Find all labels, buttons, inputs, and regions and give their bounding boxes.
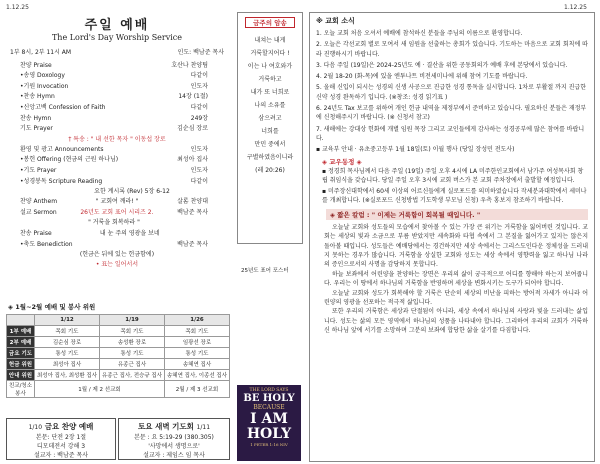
- poster-line-1: BE HOLY: [243, 393, 295, 404]
- column-heading: ◈ 짧은 칼럼 : " 이제는 거룩함이 회복될 때입니다. ": [326, 209, 588, 220]
- order-list-2: [6, 145, 228, 187]
- special-song: † 특송 : " 내 선한 목자 " 이동섭 장로: [68, 135, 166, 143]
- saturday-line-3: 설교자 : 제임스 임 목사: [143, 452, 205, 459]
- order-item-middle: 내 눈 주의 영광을 보네: [99, 229, 160, 237]
- order-row: [20, 124, 208, 135]
- order-item-person: 다같이: [190, 103, 208, 111]
- schedule-cell: 송성환 장로: [100, 337, 165, 348]
- order-item-label: 찬양 Praise: [20, 61, 52, 69]
- verse-line: 이는 나 여호와가: [247, 63, 293, 70]
- schedule-cell: 통성 기도: [165, 348, 230, 359]
- order-item-label: •봉헌 Offering (현금의 근원 하나님): [20, 156, 119, 164]
- poster-line-3: I AM: [250, 411, 288, 427]
- schedule-head-cell: 1/26: [165, 315, 230, 326]
- news-item: 1. 오늘 교회 처음 오셔서 예배에 참석하신 분들을 주님의 이름으로 환영합니다.: [316, 30, 523, 37]
- order-row: [20, 240, 208, 251]
- news-item: 5. 올해 신입이 되시는 성경의 신생 사공으로 진급한 성경 통독을 실시합니다. 1차로 부활절 까지 진급한 신약 성경 완독하기 입니다. (※창조: 성경 읽기표 ): [316, 84, 586, 101]
- order-item-person: 인도자: [190, 82, 208, 90]
- poster-top-text: THE LORD SAYS: [249, 388, 289, 393]
- saturday-prayer-box: [118, 418, 230, 460]
- saturday-title: 토요 새벽 기도회 1/11: [137, 422, 211, 431]
- verse-line: 나의 소유를: [254, 102, 286, 109]
- right-date: 1.12.25: [564, 4, 587, 11]
- news-item: 6. 24년도 Tax 보고를 위하여 개인 헌금 내역을 제정부에서 준비하고 있습니다. 필요하신 분들은 재정부에 신청해주시기 바랍니다. (※ 신청서 참고): [316, 105, 587, 122]
- verse-line: 너희를: [261, 128, 279, 135]
- order-item-label: •신앙고백 Confession of Faith: [20, 103, 106, 111]
- order-list-3: [6, 197, 228, 250]
- order-item-label: •축도 Benediction: [20, 240, 73, 248]
- offering-note: (헌금은 뒤에 있는 헌금함에): [79, 251, 155, 259]
- order-item-label: •찬송 Hymn: [20, 93, 55, 101]
- schedule-cell: 최성아 집사: [35, 359, 100, 370]
- column-paragraph: 오늘날 교회와 성도가 회복해야 할 거룩은 단순히 세상의 비난을 피하는 방어적 자세가 아니라 어린양의 영광을 선포하는 적극적 삶입니다.: [324, 289, 588, 306]
- service-times: 1부 8시, 2부 11시 AM: [10, 49, 72, 56]
- service-info: [6, 48, 228, 59]
- schedule-cell: 통성 기도: [35, 348, 100, 359]
- order-row: [20, 71, 208, 82]
- stand-note: • 표는 일어서서: [95, 261, 139, 269]
- news-heading: ※ 교회 소식: [316, 17, 355, 25]
- schedule-cell: 목회 기도: [100, 326, 165, 337]
- poster-line-2: BECAUSE: [253, 404, 285, 411]
- saturday-line-1: 본문 : 요 5:19-29 (380.305): [134, 434, 214, 441]
- member-news-item: ▪ 미주장신대학에서 60세 이상의 어르신들에게 실로포드를 의미하였습니다 작세분과대학에서 세미나를 개최합니다. (※실로포드 신청방법 기도학생 부모님 신청) 우측 홍보지 참조하기 바랍니다.: [322, 188, 587, 205]
- order-item-person: 살롬 찬양대: [177, 198, 208, 206]
- table-row: [7, 359, 230, 370]
- order-item-person: 호산나 찬양팀: [171, 61, 208, 69]
- friday-line-1: 본문: 단전 2장 1절: [35, 434, 87, 441]
- news-item: 2. 오늘은 각선교회 별로 모여서 새 임원을 선출하는 총회가 있습니다. 기도하는 마음으로 교회 회칙에 따라 진행하시기 바랍니다.: [316, 41, 588, 58]
- order-item-person: 백남준 목사: [177, 240, 208, 248]
- saturday-line-2: '사망에서 생명으로': [148, 443, 200, 450]
- memory-verse-title: 금주의 암송: [245, 17, 295, 28]
- schedule-cell: 김순심 장로: [35, 337, 100, 348]
- order-row: [20, 82, 208, 93]
- schedule-cell: 임광선 장로: [165, 337, 230, 348]
- order-row: [20, 177, 208, 188]
- friday-line-3: 설교자 : 백남준 목사: [33, 452, 89, 459]
- motto-label: 25년도 표어 포스터: [241, 268, 289, 274]
- poster-ref: 1 PETER 1:16 NIV: [250, 442, 288, 447]
- news-list: [316, 29, 588, 155]
- order-item-person: 인도자: [190, 166, 208, 174]
- order-item-middle: " 교회여 깨라! ": [95, 198, 139, 206]
- order-row: [20, 218, 208, 229]
- table-row: [7, 337, 230, 348]
- order-item-label: •송영 Doxology: [20, 72, 65, 80]
- order-row: [20, 145, 208, 156]
- order-item-label: 찬송 Praise: [20, 229, 52, 237]
- order-row: [20, 114, 208, 125]
- friday-service-box: [6, 418, 116, 460]
- column-paragraph: 또한 우리의 거룩함은 세상과 단절됨이 아니라, 세상 속에서 하나님의 사랑과 빛을 드러내는 삶입니다. 성도는 삶의 모든 영역에서 하나님의 성품을 나타내야 합니다. 그리하여 우리의 교회가 거룩하신 하나님 앞에 서기를 소망하며 그분의 보좌에 합당한 삶을 살기를 다짐합니다.: [324, 308, 588, 335]
- schedule-cell: 친교/청소 봉사: [7, 381, 35, 398]
- schedule-cell: 송혜연 집사, 이종선 집사: [165, 370, 230, 381]
- schedule-cell: 안내 위원: [7, 370, 35, 381]
- page-subtitle: The Lord's Day Worship Service: [51, 33, 183, 42]
- left-date: 1.12.25: [6, 4, 29, 11]
- order-item-label: 환영 및 광고 Announcements: [20, 145, 104, 153]
- members-list: [316, 167, 588, 206]
- order-list-1: [6, 59, 228, 135]
- order-item-middle: " 거룩을 회복하라 ": [88, 219, 140, 227]
- motto-poster-image: [237, 385, 301, 461]
- schedule-cell: 유종근 집사, 전승규 집사: [100, 370, 165, 381]
- verse-line: 만민 중에서: [254, 141, 286, 148]
- news-item: 4. 2월 18-20 (화-목)에 있을 엔투나트 비전세미나에 위해 참여 기도를 바랍니다.: [316, 73, 528, 81]
- column-paragraph: 하늘 보좌에서 어린양을 찬양하는 장면은 우리의 삶이 궁극적으로 어디를 향해야 하는지 보여줍니다. 우리는 이 땅에서 하나님의 거룩함을 반영하며 세상을 변화시키는 도구가 되어야 합니다.: [324, 270, 588, 288]
- memory-verse-box: [237, 12, 303, 244]
- order-row: [20, 208, 208, 219]
- order-item-label: •성경봉독 Scripture Reading: [20, 177, 103, 185]
- member-news-item: ▪ 정경희 목사님께서 다음 주일 (19일) 주일 오후 4시에 LA 미주한인교회에서 남가주 여성목사회 창립 취임식을 갖습니다. 당일 주일 오후 3시에 교회 버스가 본 교회 주차장에서 출발할 예정입니다.: [322, 167, 584, 184]
- table-row: [7, 348, 230, 359]
- order-row: [20, 229, 208, 240]
- column-paragraph: 오늘날 교회와 성도들의 모습에서 찾아볼 수 있는 가장 큰 위기는 거룩함을 잃어버린 것입니다. 교회는 세상의 빛과 소금으로 부름 받았지만 세속화와 타협 속에서 그 본질을 잃어가고 있지는 않은지 돌아볼 때입니다. 성도들은 예배당에서는 경건하지만 세상 속에서는 그리스도인다운 정체성을 드러내지 못하는 경우가 많습니다. 거룩함을 상실한 교회와 성도는 세상 속에서 영향력을 잃고 하나님 나라의 증인으로서의 사명을 감당하지 못합니다.: [324, 223, 588, 269]
- order-item-middle: 26년도 교회 표어 시리즈 2.: [80, 208, 154, 216]
- schedule-cell: 금요 기도: [7, 348, 35, 359]
- verse-line: 거룩할지어다 !: [250, 50, 290, 57]
- friday-title: 1/10 금요 찬양 예배: [28, 422, 94, 431]
- table-row: [7, 370, 230, 381]
- order-item-label: 설교 Sermon: [20, 208, 57, 216]
- verse-line: 삼으려고: [258, 115, 282, 122]
- order-item-person: 14장 (1절): [178, 93, 208, 101]
- order-item-person: 김순심 장로: [177, 125, 208, 133]
- order-row: [20, 103, 208, 114]
- schedule-cell: 헌금 위원: [7, 359, 35, 370]
- schedule-cell: 1부 예배: [7, 326, 35, 337]
- poster-line-4: HOLY: [246, 426, 292, 442]
- verse-line: 내가 또 너희로: [250, 89, 290, 96]
- order-item-label: 기도 Prayer: [20, 125, 53, 133]
- order-item-person: 인도자: [190, 145, 208, 153]
- schedule-cell: 목회 기도: [35, 326, 100, 337]
- schedule-cell: 1월 / 제 2 선교회: [35, 381, 165, 398]
- schedule-cell: 목회 기도: [165, 326, 230, 337]
- table-row: [7, 381, 230, 398]
- order-row: [20, 166, 208, 177]
- schedule-cell: 최성아 집사, 최성환 집사: [35, 370, 100, 381]
- schedule-cell: 2부 예배: [7, 337, 35, 348]
- order-item-label: •기도 Prayer: [20, 166, 57, 174]
- service-leader: 인도: 백남준 목사: [177, 49, 224, 56]
- order-row: [20, 92, 208, 103]
- memory-verse-text: [238, 34, 302, 177]
- verse-line: 구별하였음이니라: [246, 154, 294, 161]
- schedule-head-cell: 1/12: [35, 315, 100, 326]
- table-row: [7, 326, 230, 337]
- order-item-person: 249장: [190, 114, 208, 122]
- order-item-person: 다같이: [190, 177, 208, 185]
- news-item: 3. 다음 주일 (19일)은 2024-25년도 예 · 결산을 위한 공동회의가 예배 후에 본당에서 있습니다.: [316, 61, 568, 69]
- page-title: 주일 예배: [84, 18, 150, 33]
- order-item-person: 최성아 집사: [177, 156, 208, 164]
- verse-line: 내쳐는 내게: [254, 37, 286, 44]
- news-item: 7. 새해에는 강대상 헌화에 개별 임원 목장 그리고 교인들에게 감사하는 성경공부에 많은 참여를 바랍니다.: [316, 125, 585, 142]
- schedule-cell: 유종근 집사: [100, 359, 165, 370]
- column-body: [316, 223, 588, 336]
- schedule-cell: 2월 / 제 3 선교회: [165, 381, 230, 398]
- order-item-person: 백남준 목사: [177, 208, 208, 216]
- order-row: [20, 155, 208, 166]
- news-panel: [309, 12, 595, 462]
- schedule-title: ◈ 1월~2월 예배 및 봉사 위원: [8, 303, 96, 311]
- order-item-label: 찬송 Hymn: [20, 114, 52, 122]
- verse-line: 거룩하고: [258, 76, 282, 83]
- friday-line-2: 디모데전서 강해 3: [36, 443, 86, 450]
- order-row: [20, 197, 208, 208]
- schedule-head-cell: [7, 315, 35, 326]
- schedule-cell: 송혜연 집사: [165, 359, 230, 370]
- schedule-head-cell: 1/19: [100, 315, 165, 326]
- scripture-ref: 요한 계시록 (Rev) 5장 6-12: [94, 188, 170, 196]
- members-heading: ◈ 교우동정 ◈: [322, 157, 362, 166]
- verse-line: (레 20:26): [255, 167, 285, 174]
- order-row: [20, 61, 208, 72]
- order-item-label: 찬양 Anthem: [20, 198, 58, 206]
- order-item-middle: [73, 240, 178, 251]
- schedule-table: [6, 314, 230, 398]
- news-item: ▪ 교육부 안내 · 유초중고등부 1월 18일(토) 이월 행사 (당일 장성민 전도사): [316, 146, 515, 154]
- order-item-person: 다같이: [190, 72, 208, 80]
- schedule-cell: 통성 기도: [100, 348, 165, 359]
- worship-order: [6, 14, 228, 270]
- order-item-label: •기원 Invocation: [20, 82, 69, 90]
